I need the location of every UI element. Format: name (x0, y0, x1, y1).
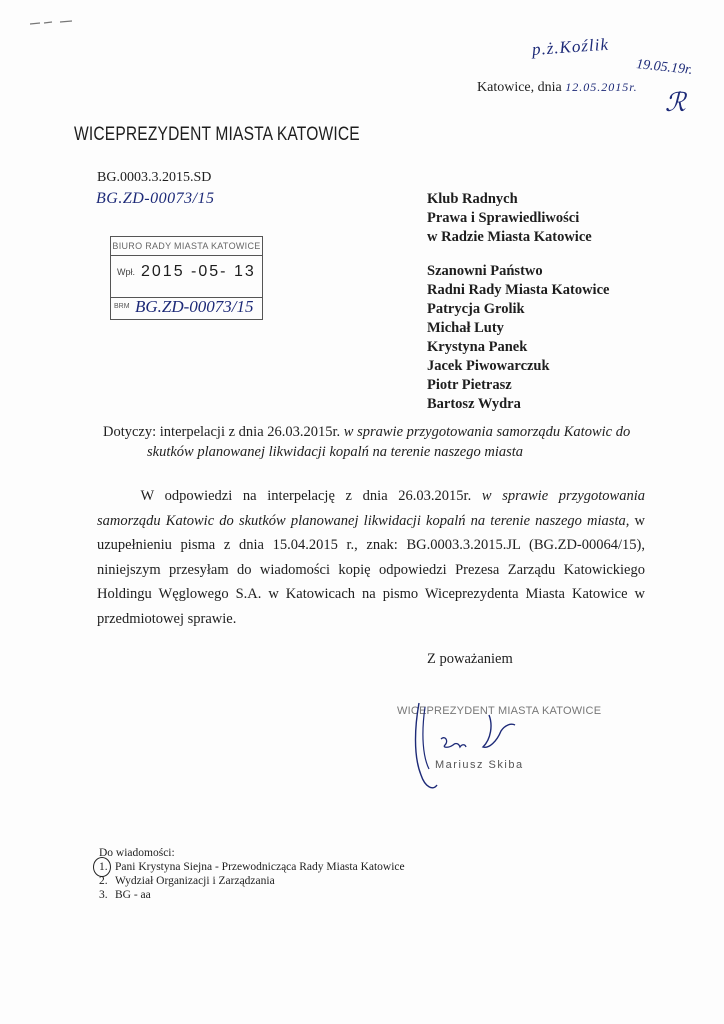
cc-item-number: 1. (99, 861, 108, 873)
greeting: Szanowni Państwo (427, 263, 543, 279)
body-paragraph (97, 484, 645, 631)
club-line: Prawa i Sprawiedliwości (427, 210, 580, 226)
closing: Z poważaniem (427, 651, 513, 667)
place-date-prefix: Katowice, dnia (477, 80, 562, 95)
body-part2: w uzupełnieniu pisma z dnia 15.04.2015 r., znak: BG.0003.3.2015.JL (BG.ZD-00064/15), niniejszym przesyłam do wiadomości kopię odpowiedzi Prezesa Zarządu Katowickiego Holdingu Węglowego S.A. w Katowicach na pismo Wiceprezydenta Miasta Katowice w przedmiotowej sprawie. (97, 512, 645, 627)
recipient-line: Piotr Pietrasz (427, 377, 512, 393)
stamp-wpl-label: Wpł. (117, 267, 135, 277)
cc-item-number: 3. (99, 889, 108, 901)
receipt-stamp (110, 236, 263, 320)
subject-line (103, 422, 643, 462)
stamp-date: 2015 -05- 13 (141, 263, 256, 280)
cc-item (99, 860, 405, 874)
handwritten-routing-date: 19.05.19r. (635, 57, 694, 78)
club-line: w Radzie Miasta Katowice (427, 229, 592, 245)
addressee-block (427, 190, 609, 414)
subject-lead: Dotyczy: interpelacji z dnia 26.03.2015r. (103, 424, 341, 440)
body-part1: W odpowiedzi na interpelację z dnia 26.03.2015r. (140, 488, 472, 504)
cc-items (99, 860, 405, 902)
cc-heading: Do wiadomości: (99, 847, 175, 859)
cc-item (99, 888, 405, 902)
stamp-handwritten-ref: BG.ZD-00073/15 (135, 297, 254, 316)
cc-list (99, 846, 405, 902)
subject-italic-continued: skutków planowanej likwidacji kopalń na terenie naszego miasta (147, 444, 524, 460)
handwritten-signature (397, 695, 597, 795)
letter-body (97, 484, 645, 631)
recipient-line: Patrycja Grolik (427, 301, 525, 317)
cc-item-text: BG - aa (115, 889, 151, 901)
body-italic: w sprawie przygotowania samorządu Katowic do skutków planowanej likwidacji kopalń na terenie naszego miasta, (97, 488, 646, 529)
stamp-brm-label: BRM (114, 303, 130, 310)
signature-block (397, 695, 602, 795)
office-heading: WICEPREZYDENT MIASTA KATOWICE (74, 124, 360, 145)
cc-item (99, 874, 405, 888)
scan-artifact (30, 20, 72, 26)
stamp-header: BIURO RADY MIASTA KATOWICE (111, 237, 262, 256)
handwritten-routing-note: p.ż.Koźlik (531, 34, 610, 59)
cc-item-text: Wydział Organizacji i Zarządzania (115, 875, 275, 887)
handwritten-reference: BG.ZD-00073/15 (96, 190, 215, 207)
handwritten-initials: ℛ (665, 88, 686, 117)
cc-item-text: Pani Krystyna Siejna - Przewodnicząca Rady Miasta Katowice (115, 861, 405, 873)
signature-stamp-title: WICEPREZYDENT MIASTA KATOWICE (397, 705, 602, 717)
club-line: Klub Radnych (427, 191, 518, 207)
subject-italic: w sprawie przygotowania samorządu Katowic do (343, 424, 631, 440)
recipient-line: Radni Rady Miasta Katowice (427, 282, 610, 298)
handwritten-letter-date: 12.05.2015r. (565, 80, 638, 94)
place-date-line (477, 80, 638, 96)
recipient-line: Krystyna Panek (427, 339, 528, 355)
reference-number: BG.0003.3.2015.SD (97, 170, 212, 185)
spacer (427, 247, 609, 262)
recipient-line: Michał Luty (427, 320, 504, 336)
cc-item-number: 2. (99, 875, 108, 887)
recipient-line: Bartosz Wydra (427, 396, 521, 412)
signature-stamp-name: Mariusz Skiba (435, 759, 524, 771)
recipient-line: Jacek Piwowarczuk (427, 358, 550, 374)
